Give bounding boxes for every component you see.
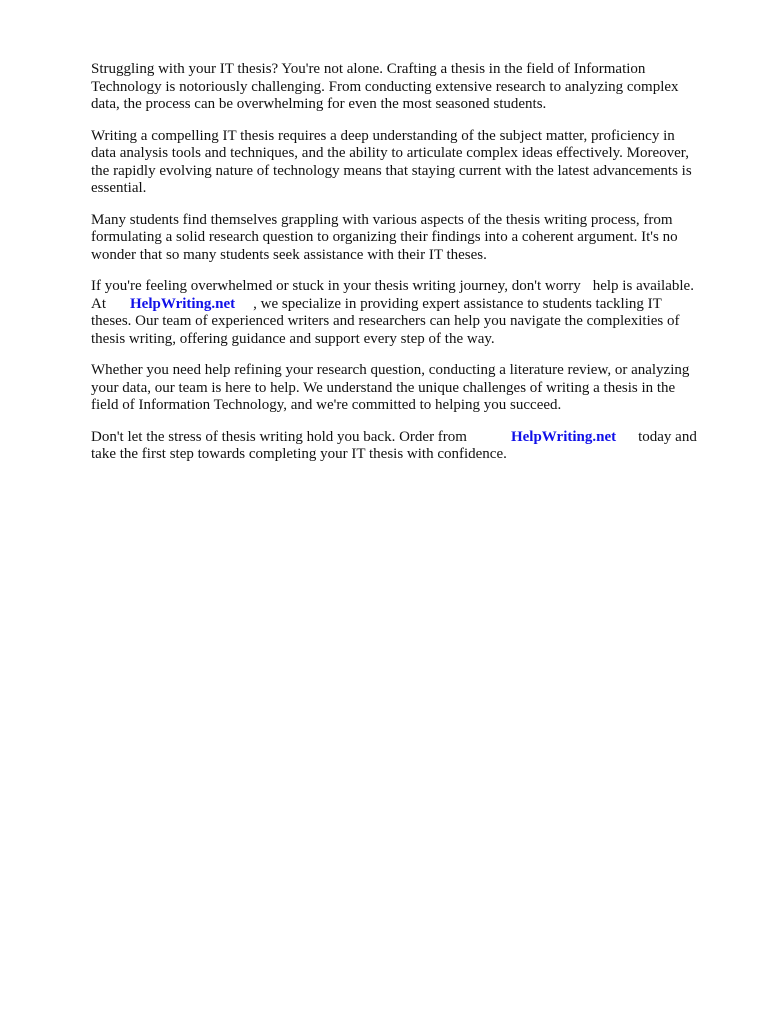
text-segment: At xyxy=(91,295,106,312)
text-segment: , we specialize in providing expert assistance to students tackling IT xyxy=(253,295,662,312)
paragraph-requirements xyxy=(91,128,723,198)
paragraph-help-offer xyxy=(91,278,723,348)
text-segment: If you're feeling overwhelmed or stuck in your thesis writing journey, don't worry xyxy=(91,278,581,294)
document-body xyxy=(91,61,723,478)
text-segment: Don't let the stress of thesis writing hold you back. Order from xyxy=(91,428,467,445)
text-line: your data, our team is here to help. We understand the unique challenges of writing a thesis in the xyxy=(91,379,676,396)
text-line: data analysis tools and techniques, and the ability to articulate complex ideas effectively. Moreover, xyxy=(91,145,689,161)
text-line: Many students find themselves grappling with various aspects of the thesis writing process, from xyxy=(91,211,673,228)
text-line: Whether you need help refining your research question, conducting a literature review, or analyzing xyxy=(91,362,690,378)
text-line: theses. Our team of experienced writers and researchers can help you navigate the complexities of xyxy=(91,313,680,329)
text-line: thesis writing, offering guidance and support every step of the way. xyxy=(91,330,495,347)
paragraph-call-to-action xyxy=(91,429,723,464)
helpwriting-link[interactable]: HelpWriting.net xyxy=(510,428,617,445)
text-line xyxy=(91,296,723,314)
text-line: data, the process can be overwhelming for even the most seasoned students. xyxy=(91,96,547,112)
text-line: take the first step towards completing your IT thesis with confidence. xyxy=(91,446,507,462)
helpwriting-link[interactable]: HelpWriting.net xyxy=(130,295,236,312)
paragraph-challenges xyxy=(91,212,723,265)
text-segment: help is available. xyxy=(592,278,694,294)
text-line: formulating a solid research question to organizing their findings into a coherent argument. It's no xyxy=(91,229,678,245)
text-line: wonder that so many students seek assistance with their IT theses. xyxy=(91,246,487,263)
paragraph-intro xyxy=(91,61,723,114)
text-line: the rapidly evolving nature of technology means that staying current with the latest advancements is xyxy=(91,162,692,179)
text-line: essential. xyxy=(91,180,147,196)
text-segment: today and xyxy=(638,428,697,445)
text-line xyxy=(91,278,723,296)
text-line: Writing a compelling IT thesis requires a deep understanding of the subject matter, proficiency in xyxy=(91,127,675,144)
text-line: Technology is notoriously challenging. From conducting extensive research to analyzing complex xyxy=(91,78,679,95)
paragraph-services xyxy=(91,362,723,415)
text-line xyxy=(91,429,723,447)
text-line: field of Information Technology, and we're committed to helping you succeed. xyxy=(91,397,562,413)
text-line: Struggling with your IT thesis? You're not alone. Crafting a thesis in the field of Information xyxy=(91,61,646,77)
